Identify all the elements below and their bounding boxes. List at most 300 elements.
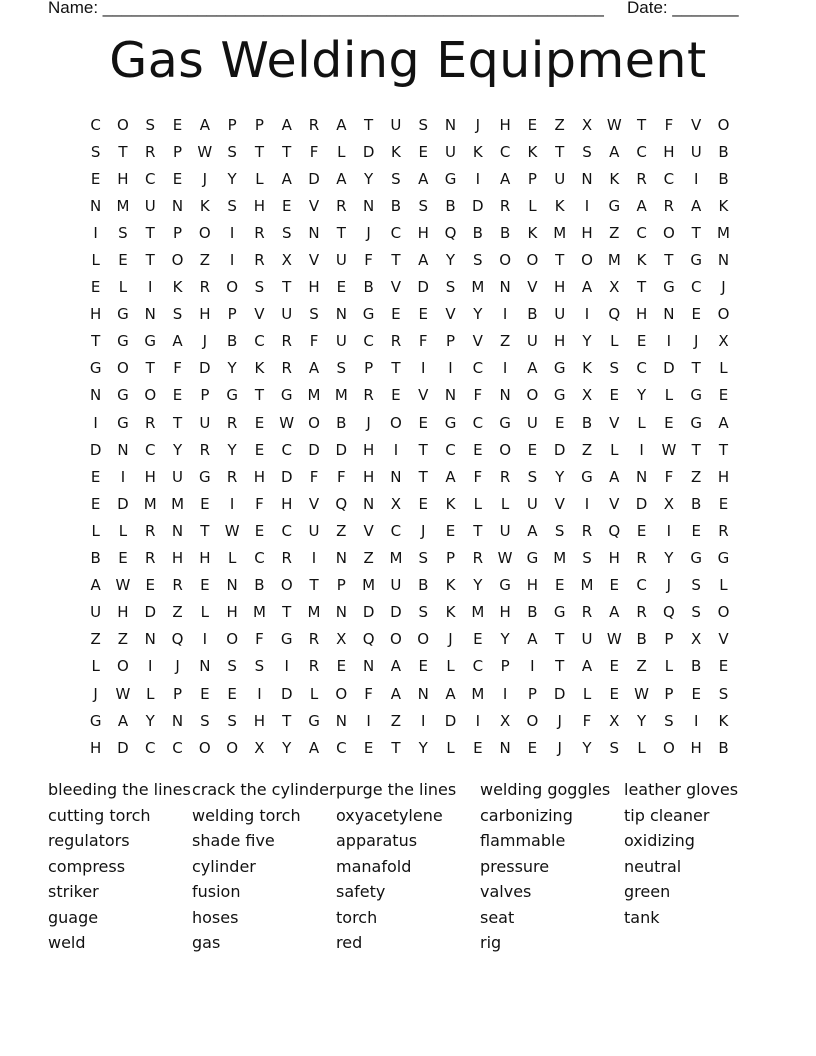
grid-letter: D xyxy=(144,603,157,622)
word-list-item: green xyxy=(624,882,671,901)
grid-letter: E xyxy=(418,142,428,161)
grid-letter: W xyxy=(634,684,649,703)
grid-letter: L xyxy=(118,278,128,297)
grid-letter: S xyxy=(172,305,183,324)
grid-letter: E xyxy=(418,657,428,676)
grid-letter: B xyxy=(499,223,511,242)
grid-letter: O xyxy=(335,684,348,703)
grid-letter: J xyxy=(721,278,726,297)
grid-letter: G xyxy=(499,576,511,595)
word-list-item: valves xyxy=(480,882,532,901)
grid-letter: A xyxy=(308,738,320,757)
grid-letter: P xyxy=(500,657,510,676)
grid-letter: U xyxy=(199,413,211,432)
grid-letter: R xyxy=(145,413,156,432)
grid-letter: O xyxy=(390,630,402,649)
grid-letter: Y xyxy=(637,711,647,730)
word-list-item: manafold xyxy=(336,856,412,876)
grid-letter: L xyxy=(118,521,128,540)
grid-letter: A xyxy=(609,467,620,486)
grid-letter: U xyxy=(445,142,456,161)
grid-letter: T xyxy=(391,738,401,757)
grid-letter: O xyxy=(526,711,539,730)
grid-letter: S xyxy=(473,251,483,270)
grid-letter: N xyxy=(144,630,156,649)
grid-letter: D xyxy=(472,196,484,215)
grid-letter: J xyxy=(420,521,426,540)
grid-letter: D xyxy=(663,359,675,378)
grid-letter: G xyxy=(553,386,566,405)
grid-letter: N xyxy=(90,386,102,405)
grid-letter: X xyxy=(581,386,593,405)
grid-letter: G xyxy=(608,196,621,215)
grid-letter: L xyxy=(146,684,155,703)
grid-letter: O xyxy=(526,251,539,270)
grid-letter: L xyxy=(637,413,646,432)
grid-letter: A xyxy=(445,467,456,486)
grid-letter: M xyxy=(607,251,621,270)
grid-letter: F xyxy=(173,359,182,378)
grid-letter: R xyxy=(390,332,402,351)
grid-letter: A xyxy=(581,278,593,297)
word-list-item: regulators xyxy=(48,831,130,850)
grid-letter: G xyxy=(89,359,102,378)
grid-letter: N xyxy=(226,576,238,595)
grid-letter: H xyxy=(581,223,593,242)
grid-letter: R xyxy=(363,386,374,405)
word-list-item: apparatus xyxy=(336,831,418,850)
grid-letter: Q xyxy=(362,630,375,649)
grid-letter: K xyxy=(527,142,538,161)
grid-letter: I xyxy=(584,305,590,324)
grid-letter: E xyxy=(554,413,565,432)
date-field-line: Date: _______ xyxy=(627,0,739,17)
grid-letter: M xyxy=(389,549,403,568)
grid-letter: T xyxy=(282,711,292,730)
grid-letter: R xyxy=(636,169,647,188)
grid-letter: P xyxy=(254,115,264,134)
word-list-item: safety xyxy=(336,882,386,901)
grid-letter: Z xyxy=(554,115,565,134)
grid-letter: Z xyxy=(636,657,647,676)
grid-letter: G xyxy=(117,413,129,432)
grid-letter: L xyxy=(500,494,510,513)
grid-letter: P xyxy=(336,576,346,595)
grid-letter: P xyxy=(527,169,537,188)
word-list-item: hoses xyxy=(192,907,239,927)
grid-letter: B xyxy=(254,576,265,595)
grid-letter: J xyxy=(693,332,699,351)
grid-letter: T xyxy=(691,440,701,459)
word-list-item: rig xyxy=(480,933,502,952)
grid-letter: E xyxy=(473,738,483,757)
grid-letter: C xyxy=(472,657,484,676)
grid-letter: N xyxy=(663,305,675,324)
grid-letter: G xyxy=(89,711,102,730)
grid-letter: T xyxy=(637,278,647,297)
grid-letter: O xyxy=(117,657,129,676)
grid-letter: U xyxy=(335,251,347,270)
grid-letter: P xyxy=(364,359,374,378)
grid-letter: N xyxy=(499,738,511,757)
grid-letter: C xyxy=(145,169,156,188)
grid-letter: T xyxy=(637,115,647,134)
grid-letter: I xyxy=(475,169,481,188)
grid-letter: R xyxy=(636,549,647,568)
grid-letter: G xyxy=(663,278,675,297)
grid-letter: K xyxy=(172,278,183,297)
grid-letter: A xyxy=(336,169,347,188)
grid-letter: F xyxy=(255,494,264,513)
grid-letter: E xyxy=(636,332,647,351)
grid-letter: E xyxy=(691,684,701,703)
grid-letter: E xyxy=(636,521,647,540)
word-list-item: leather gloves xyxy=(624,780,739,799)
grid-letter: S xyxy=(691,603,701,622)
grid-letter: E xyxy=(172,115,183,134)
grid-letter: S xyxy=(527,467,538,486)
grid-letter: K xyxy=(472,142,483,161)
grid-letter: R xyxy=(281,332,292,351)
grid-letter: L xyxy=(91,521,100,540)
grid-letter: R xyxy=(226,467,238,486)
grid-letter: Z xyxy=(581,440,593,459)
grid-letter: Y xyxy=(500,630,510,649)
grid-letter: E xyxy=(664,413,674,432)
word-list-item: tank xyxy=(624,907,660,927)
word-list-item: pressure xyxy=(480,856,550,876)
grid-letter: H xyxy=(144,467,156,486)
grid-letter: H xyxy=(417,223,429,242)
grid-letter: P xyxy=(664,684,674,703)
grid-letter: G xyxy=(553,359,566,378)
grid-letter: O xyxy=(117,115,129,134)
grid-letter: L xyxy=(200,603,210,622)
grid-letter: B xyxy=(527,305,538,324)
grid-letter: A xyxy=(281,169,292,188)
word-list-item: guage xyxy=(48,907,99,927)
word-list xyxy=(48,777,788,956)
grid-letter: A xyxy=(527,521,538,540)
grid-letter: D xyxy=(199,359,211,378)
grid-letter: V xyxy=(254,305,265,324)
word-list-item: fusion xyxy=(192,882,241,901)
grid-letter: P xyxy=(445,549,456,568)
grid-letter: A xyxy=(199,115,210,134)
grid-letter: M xyxy=(717,223,730,242)
grid-letter: T xyxy=(91,332,101,351)
grid-letter: A xyxy=(636,196,647,215)
grid-letter: L xyxy=(528,196,537,215)
grid-letter: E xyxy=(418,494,428,513)
grid-letter: A xyxy=(117,711,129,730)
grid-letter: Z xyxy=(390,711,402,730)
grid-letter: I xyxy=(393,440,399,459)
grid-letter: T xyxy=(555,657,565,676)
grid-letter: I xyxy=(148,657,153,676)
grid-letter: B xyxy=(636,630,647,649)
grid-letter: N xyxy=(171,711,184,730)
grid-letter: M xyxy=(471,603,485,622)
grid-letter: I xyxy=(693,169,699,188)
grid-letter: K xyxy=(609,169,620,188)
grid-letter: D xyxy=(335,440,348,459)
grid-letter: G xyxy=(553,603,566,622)
grid-letter: Y xyxy=(582,332,592,351)
grid-letter: Q xyxy=(444,223,457,242)
grid-letter: G xyxy=(526,549,539,568)
grid-letter: I xyxy=(666,521,672,540)
word-list-item: gas xyxy=(192,933,221,952)
grid-letter: D xyxy=(444,711,457,730)
grid-letter: Y xyxy=(282,738,292,757)
grid-letter: G xyxy=(717,549,730,568)
grid-letter: H xyxy=(526,576,539,595)
grid-letter: Q xyxy=(608,305,621,324)
grid-letter: H xyxy=(117,169,129,188)
grid-letter: B xyxy=(691,657,702,676)
grid-letter: D xyxy=(362,603,375,622)
grid-letter: E xyxy=(200,494,210,513)
grid-letter: E xyxy=(363,738,374,757)
grid-letter: L xyxy=(473,494,482,513)
grid-letter: O xyxy=(226,738,239,757)
grid-letter: F xyxy=(337,467,346,486)
grid-letter: J xyxy=(366,413,371,432)
grid-letter: F xyxy=(364,684,373,703)
grid-letter: N xyxy=(335,711,347,730)
grid-letter: E xyxy=(90,467,101,486)
grid-letter: O xyxy=(499,440,511,459)
grid-letter: I xyxy=(502,684,508,703)
grid-letter: E xyxy=(718,657,729,676)
grid-letter: V xyxy=(445,305,456,324)
grid-letter: W xyxy=(279,413,295,432)
grid-letter: L xyxy=(91,657,100,676)
grid-letter: R xyxy=(145,521,156,540)
grid-letter: E xyxy=(90,494,101,513)
grid-letter: A xyxy=(172,332,183,351)
grid-letter: I xyxy=(93,223,98,242)
grid-letter: X xyxy=(336,630,347,649)
grid-letter: K xyxy=(718,711,729,730)
grid-letter: N xyxy=(335,549,347,568)
grid-letter: F xyxy=(582,711,592,730)
grid-letter: H xyxy=(362,467,375,486)
grid-letter: A xyxy=(281,115,292,134)
grid-letter: I xyxy=(366,711,371,730)
grid-letter: H xyxy=(608,549,620,568)
grid-letter: Z xyxy=(117,630,129,649)
grid-letter: T xyxy=(473,521,483,540)
grid-letter: D xyxy=(390,603,402,622)
grid-letter: W xyxy=(606,630,622,649)
grid-letter: R xyxy=(254,251,265,270)
grid-letter: J xyxy=(175,657,180,676)
grid-letter: J xyxy=(666,576,672,595)
grid-letter: G xyxy=(199,467,211,486)
grid-letter: P xyxy=(227,115,237,134)
grid-letter: U xyxy=(335,332,347,351)
grid-letter: I xyxy=(93,413,98,432)
grid-letter: S xyxy=(200,711,210,730)
grid-letter: B xyxy=(527,603,538,622)
grid-letter: X xyxy=(581,115,593,134)
grid-letter: D xyxy=(553,440,566,459)
grid-letter: C xyxy=(254,332,265,351)
grid-letter: C xyxy=(281,521,292,540)
grid-letter: K xyxy=(445,603,456,622)
grid-letter: C xyxy=(390,223,402,242)
grid-letter: F xyxy=(364,251,373,270)
grid-letter: F xyxy=(664,115,674,134)
grid-letter: M xyxy=(553,549,567,568)
grid-letter: L xyxy=(719,576,728,595)
grid-letter: A xyxy=(499,169,511,188)
grid-letter: U xyxy=(526,413,538,432)
grid-letter: K xyxy=(636,251,647,270)
grid-letter: D xyxy=(89,440,102,459)
grid-letter: T xyxy=(555,630,565,649)
grid-letter: N xyxy=(499,386,511,405)
grid-letter: E xyxy=(527,115,538,134)
grid-letter: T xyxy=(336,223,346,242)
grid-letter: C xyxy=(472,359,484,378)
grid-letter: H xyxy=(253,467,266,486)
grid-letter: N xyxy=(117,440,129,459)
grid-letter: U xyxy=(144,196,156,215)
grid-letter: U xyxy=(390,576,402,595)
grid-letter: B xyxy=(691,494,702,513)
grid-letter: I xyxy=(448,359,453,378)
grid-letter: N xyxy=(308,223,320,242)
grid-letter: V xyxy=(418,386,429,405)
grid-letter: O xyxy=(717,305,730,324)
word-list-item: seat xyxy=(480,907,515,927)
grid-letter: T xyxy=(418,440,428,459)
grid-letter: I xyxy=(284,657,289,676)
grid-letter: Y xyxy=(364,169,374,188)
grid-letter: O xyxy=(280,576,293,595)
grid-letter: S xyxy=(227,711,237,730)
grid-letter: S xyxy=(227,142,237,161)
grid-letter: T xyxy=(418,467,428,486)
grid-letter: K xyxy=(445,494,456,513)
grid-letter: H xyxy=(226,603,238,622)
grid-letter: T xyxy=(200,521,210,540)
grid-letter: M xyxy=(171,494,185,513)
grid-letter: M xyxy=(471,684,485,703)
grid-letter: R xyxy=(636,603,647,622)
grid-letter: N xyxy=(444,115,457,134)
word-list-item: cutting torch xyxy=(48,805,151,825)
grid-letter: I xyxy=(420,359,426,378)
grid-letter: G xyxy=(117,386,129,405)
grid-letter: L xyxy=(582,684,592,703)
grid-letter: O xyxy=(198,738,211,757)
grid-letter: Y xyxy=(227,359,237,378)
grid-letter: I xyxy=(666,332,672,351)
grid-letter: I xyxy=(530,657,535,676)
grid-letter: U xyxy=(554,169,566,188)
grid-letter: T xyxy=(391,359,401,378)
grid-letter: W xyxy=(497,549,513,568)
grid-letter: S xyxy=(227,196,237,215)
grid-letter: R xyxy=(308,630,320,649)
grid-letter: S xyxy=(254,278,265,297)
grid-letter: T xyxy=(391,251,401,270)
grid-letter: E xyxy=(200,684,210,703)
grid-letter: R xyxy=(254,223,265,242)
grid-letter: Y xyxy=(145,711,155,730)
word-list-item: shade five xyxy=(192,831,275,850)
grid-letter: S xyxy=(418,603,428,622)
grid-letter: C xyxy=(636,223,647,242)
grid-letter: P xyxy=(527,684,537,703)
grid-letter: E xyxy=(172,386,183,405)
grid-letter: N xyxy=(444,386,457,405)
grid-letter: N xyxy=(581,169,593,188)
grid-letter: W xyxy=(224,521,240,540)
grid-letter: S xyxy=(90,142,101,161)
grid-letter: U xyxy=(499,521,511,540)
grid-letter: E xyxy=(554,576,565,595)
grid-letter: K xyxy=(554,196,565,215)
grid-letter: E xyxy=(118,549,128,568)
grid-letter: A xyxy=(718,413,729,432)
grid-letter: P xyxy=(227,305,237,324)
grid-letter: N xyxy=(499,278,511,297)
grid-letter: V xyxy=(691,115,702,134)
grid-letter: M xyxy=(116,196,130,215)
grid-letter: I xyxy=(584,494,590,513)
word-list-item: oxidizing xyxy=(624,831,695,850)
grid-letter: L xyxy=(446,657,455,676)
grid-letter: X xyxy=(663,494,675,513)
grid-letter: B xyxy=(472,223,483,242)
grid-letter: T xyxy=(718,440,729,459)
grid-letter: O xyxy=(662,738,675,757)
grid-letter: E xyxy=(473,630,483,649)
grid-letter: H xyxy=(281,494,293,513)
grid-letter: G xyxy=(280,630,293,649)
grid-letter: Y xyxy=(445,251,456,270)
grid-letter: H xyxy=(554,278,566,297)
grid-letter: K xyxy=(254,359,265,378)
grid-letter: O xyxy=(717,115,730,134)
grid-letter: C xyxy=(172,738,183,757)
grid-letter: H xyxy=(554,332,566,351)
grid-letter: P xyxy=(200,386,210,405)
grid-letter: N xyxy=(335,305,347,324)
grid-letter: A xyxy=(390,657,402,676)
grid-letter: I xyxy=(202,630,208,649)
grid-letter: G xyxy=(444,169,457,188)
grid-letter: X xyxy=(691,630,702,649)
grid-letter: R xyxy=(499,467,511,486)
grid-letter: E xyxy=(391,386,401,405)
grid-letter: V xyxy=(308,494,320,513)
grid-letter: S xyxy=(664,711,674,730)
grid-letter: R xyxy=(663,196,675,215)
grid-letter: E xyxy=(718,494,729,513)
grid-letter: I xyxy=(311,549,317,568)
word-list-item: striker xyxy=(48,882,99,901)
grid-letter: O xyxy=(390,413,402,432)
grid-letter: U xyxy=(172,467,184,486)
grid-letter: V xyxy=(609,413,620,432)
grid-letter: R xyxy=(718,521,729,540)
